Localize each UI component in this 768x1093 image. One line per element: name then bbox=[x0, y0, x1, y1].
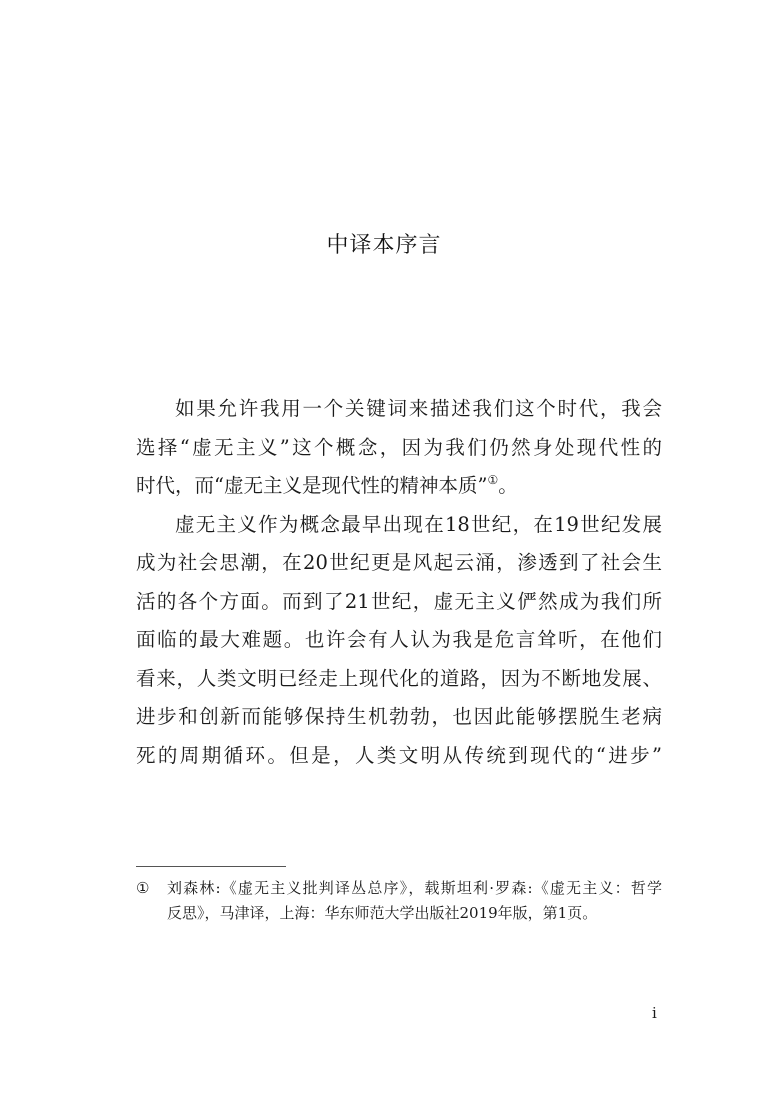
paragraph-2 bbox=[136, 506, 662, 776]
chapter-title: 中译本序言 bbox=[326, 233, 442, 258]
paragraph-line: 如果允许我用一个关键词来描述我们这个时代，我会 bbox=[175, 397, 662, 420]
page-number: i bbox=[652, 1004, 657, 1022]
paragraph-line: 成为社会思潮，在20世纪更是风起云涌，渗透到了社会生 bbox=[136, 551, 662, 574]
footnote-text bbox=[167, 876, 662, 926]
paragraph-line: 进步和创新而能够保持生机勃勃，也因此能够摆脱生老病 bbox=[136, 705, 662, 728]
body-text bbox=[136, 390, 662, 775]
paragraph-line-text: 时代，而“虚无主义是现代性的精神本质” bbox=[136, 474, 488, 497]
paragraph-line: 活的各个方面。而到了21世纪，虚无主义俨然成为我们所 bbox=[136, 589, 662, 613]
footnote bbox=[136, 876, 662, 926]
paragraph-line: 选择“虚无主义”这个概念，因为我们仍然身处现代性的 bbox=[136, 435, 662, 459]
paragraph-1 bbox=[136, 390, 662, 506]
paragraph-line: 看来，人类文明已经走上现代化的道路，因为不断地发展、 bbox=[136, 666, 662, 690]
footnote-line: 反思》，马津译，上海：华东师范大学出版社2019年版，第1页。 bbox=[167, 904, 598, 922]
paragraph-line: 虚无主义作为概念最早出现在18世纪，在19世纪发展 bbox=[175, 512, 662, 536]
footnote-reference[interactable]: ① bbox=[487, 473, 499, 487]
paragraph-line: 面临的最大难题。也许会有人认为我是危言耸听，在他们 bbox=[136, 628, 662, 651]
footnote-mark: ① bbox=[136, 879, 150, 897]
paragraph-line-tail: 。 bbox=[498, 474, 518, 497]
paragraph-line: 死的周期循环。但是，人类文明从传统到现代的“进步” bbox=[136, 743, 662, 767]
paragraph-line bbox=[136, 467, 662, 506]
footnote-line: 刘森林:《虚无主义批判译丛总序》，载斯坦利·罗森:《虚无主义：哲学 bbox=[167, 879, 662, 897]
footnote-divider bbox=[136, 866, 286, 867]
